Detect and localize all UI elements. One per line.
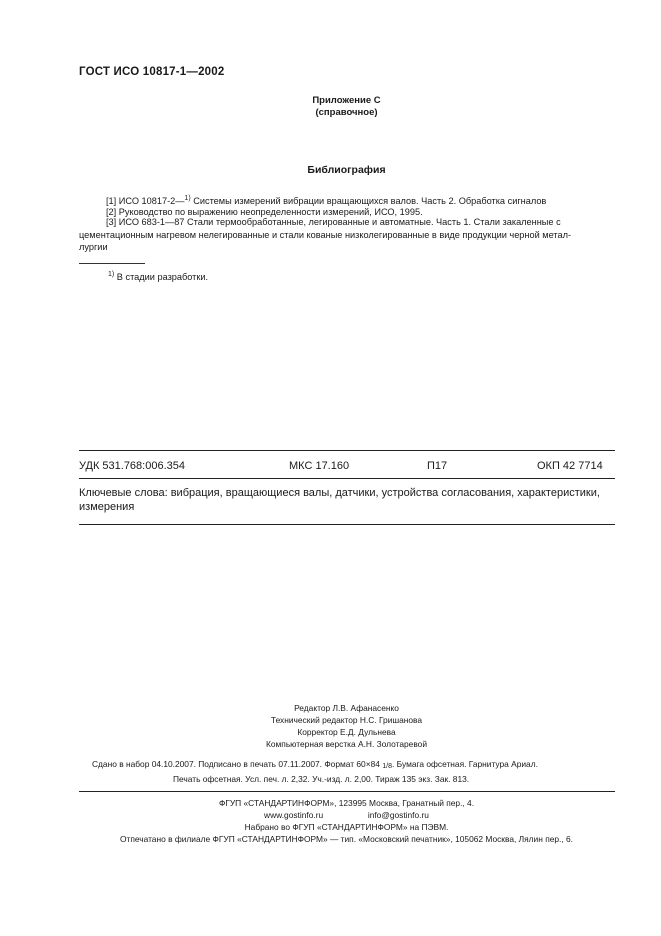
divider-publisher [79, 791, 615, 792]
udk-code: УДК 531.768:006.354 [79, 460, 185, 472]
printer-info: Отпечатано в филиале ФГУП «СТАНДАРТИНФОРМ» — тип. «Московский печатник», 105062 Москва, Лялин пер., 6. [119, 834, 574, 844]
print-info-line-1 [92, 759, 538, 770]
reference-3-continuation: цементационным нагревом нелегированные и стали кованые низколегированные в виде продукции черной метал- [79, 230, 572, 240]
typeset-info: Набрано во ФГУП «СТАНДАРТИНФОРМ» на ПЭВМ. [244, 822, 449, 832]
print-info-text: Сдано в набор 04.10.2007. Подписано в печать 07.11.2007. Формат 60×84 [92, 759, 380, 769]
reference-number: [2] [106, 207, 117, 217]
layout-artist: Компьютерная верстка А.Н. Золотаревой [265, 739, 428, 749]
reference-text: ИСО 10817-2— [118, 196, 185, 206]
mks-code: МКС 17.160 [289, 460, 350, 472]
publisher-contacts [0, 809, 661, 821]
editor: Редактор Л.В. Афанасенко [294, 703, 399, 713]
tech-editor: Технический редактор Н.С. Гришанова [270, 715, 423, 725]
print-info-line-2: Печать офсетная. Усл. печ. л. 2,32. Уч.-изд. л. 2,00. Тираж 135 экз. Зак. 813. [173, 774, 470, 784]
publisher-address: ФГУП «СТАНДАРТИНФОРМ», 123995 Москва, Гранатный пер., 4. [218, 798, 475, 808]
divider-middle [79, 478, 615, 479]
divider-top [79, 450, 615, 451]
reference-3-continuation: лургии [79, 242, 108, 252]
format-fraction: 1/8 [382, 763, 393, 770]
publisher-email[interactable]: info@gostinfo.ru [367, 810, 429, 820]
reference-text: ИСО 683-1—87 Стали термообработанные, легированные и автоматные. Часть 1. Стали закаленные с [118, 217, 561, 227]
annex-title: Приложение С [312, 95, 381, 106]
bibliography-heading: Библиография [307, 164, 386, 176]
keywords: Ключевые слова: вибрация, вращающиеся валы, датчики, устройства согласования, характеристики, измерения [79, 487, 600, 513]
annex-subtitle: (справочное) [315, 107, 378, 118]
footnote-text: В стадии разработки. [116, 272, 209, 282]
corrector: Корректор Е.Д. Дульнева [297, 727, 396, 737]
footnote-mark: 1) [184, 195, 191, 202]
reference-3 [106, 216, 561, 229]
document-header: ГОСТ ИСО 10817-1—2002 [79, 66, 225, 78]
okp-code: ОКП 42 7714 [537, 460, 603, 472]
reference-text: Системы измерений вибрации вращающихся валов. Часть 2. Обработка сигналов [190, 196, 547, 206]
publisher-website[interactable]: www.gostinfo.ru [264, 810, 324, 820]
reference-text: Руководство по выражению неопределенности измерений, ИСО, 1995. [118, 207, 423, 217]
reference-number: [1] [106, 196, 117, 206]
print-info-text: . Бумага офсетная. Гарнитура Ариал. [392, 759, 538, 769]
p-code: П17 [427, 460, 448, 472]
reference-number: [3] [106, 217, 117, 227]
footnote-divider [79, 263, 145, 264]
footnote-mark: 1) [108, 271, 115, 278]
divider-bottom [79, 524, 615, 525]
footnote [108, 271, 208, 282]
